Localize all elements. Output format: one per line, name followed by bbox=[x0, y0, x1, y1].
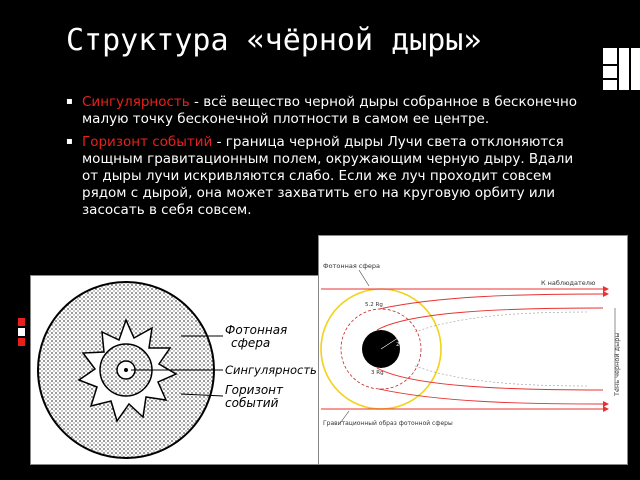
definition-horizon: - граница черной дыры Лучи света отклоняются мощным гравитационным полем, окружающим черную дыру. Вдали от дыры лучи искривляются слабо. Если же луч проходит совсем рядом с дырой, она может захватить его на круговую орбиту или засосать в себя совсем. bbox=[82, 134, 574, 218]
bullet-list bbox=[66, 94, 586, 225]
label-gravitational-image: Гравитационный образ фотонной сферы bbox=[323, 420, 453, 427]
left-diagram bbox=[30, 275, 320, 465]
label-to-observer: К наблюдателю bbox=[541, 279, 596, 287]
label-3rg: 3 Rg bbox=[371, 370, 384, 376]
label-2rg: 2 Rg bbox=[396, 342, 409, 348]
label-shadow: Тень черной дыры bbox=[613, 332, 621, 396]
label-singularity: Сингулярность bbox=[225, 363, 317, 377]
term-singularity: Сингулярность bbox=[82, 94, 190, 110]
label-photon-sphere: Фотонная сфера bbox=[225, 323, 288, 350]
bullet-marker-icon: ▪ bbox=[66, 96, 73, 107]
bullet-marker-icon: ▪ bbox=[66, 136, 73, 147]
term-horizon: Горизонт событий bbox=[82, 134, 213, 150]
label-photon-sphere-right: Фотонная сфера bbox=[323, 262, 381, 270]
bullet-horizon bbox=[66, 134, 586, 219]
right-diagram bbox=[318, 235, 628, 465]
label-5-2rg: 5.2 Rg bbox=[365, 302, 383, 308]
bullet-singularity bbox=[66, 94, 586, 128]
label-horizon: Горизонт событий bbox=[225, 383, 284, 410]
definition-singularity: - всё вещество черной дыры собранное в бесконечно малую точку бесконечной плотности в самом ее центре. bbox=[82, 94, 578, 127]
singularity-dot bbox=[124, 368, 128, 372]
slide-title: Структура «чёрной дыры» bbox=[66, 23, 482, 58]
